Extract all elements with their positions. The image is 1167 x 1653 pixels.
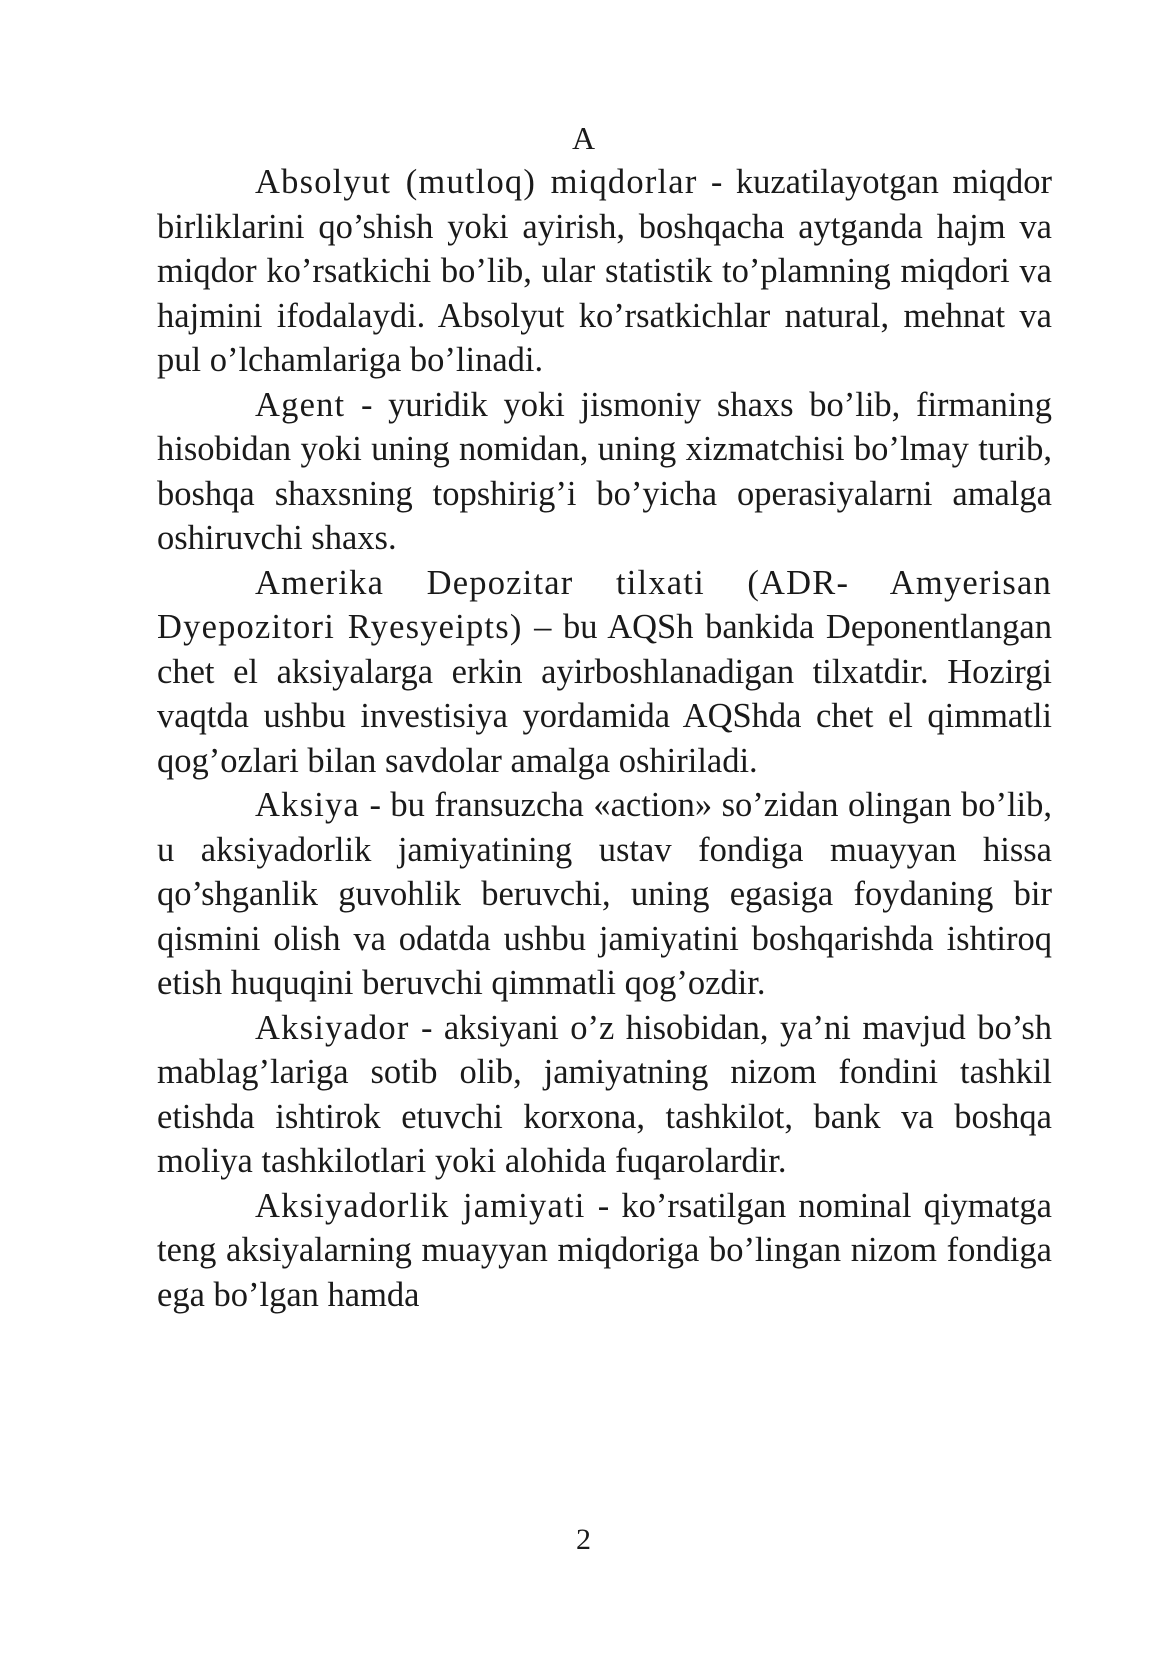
entry-definition: - ko’rsatilgan nominal qiymatga teng aksiyalarning muayyan miqdoriga bo’lingan nizom fondiga ega bo’lgan hamda — [157, 1186, 1052, 1314]
entry-definition: - aksiyani o’z hisobidan, ya’ni mavjud bo’sh mablag’lariga sotib olib, jamiyatning nizom fondini tashkil etishda ishtirok etuvchi korxona, tashkilot, bank va boshqa moliya tashkilotlari yoki alohida fuqarolardir. — [157, 1008, 1052, 1180]
entry-term: Amerika Depozitar tilxati (ADR- Amyerisan Dyepozitori Ryesyeipts) — [157, 563, 1052, 646]
entry-definition: - kuzatilayotgan miqdor birliklarini qo’shish yoki ayirish, boshqacha aytganda hajm va miqdor ko’rsatkichi bo’lib, ular statistik to’plamning miqdori va hajmini ifodalaydi. Absolyut ko’rsatkichlar natural, mehnat va pul o’lchamlariga bo’linadi. — [157, 163, 1052, 379]
glossary-entry — [157, 561, 1052, 784]
glossary-entry — [157, 160, 1052, 383]
glossary-entry — [157, 783, 1052, 1006]
entry-term: Aksiyador — [255, 1008, 410, 1047]
entry-definition: – bu AQSh bankida Deponentlangan chet el aksiyalarga erkin ayirboshlanadigan tilxatdir. Hozirgi vaqtda ushbu investisiya yordamida AQShda chet el qimmatli qog’ozlari bilan savdolar amalga oshiriladi. — [157, 608, 1052, 780]
glossary-entry — [157, 1184, 1052, 1318]
entry-definition: - yuridik yoki jismoniy shaxs bo’lib, firmaning hisobidan yoki uning nomidan, uning xizmatchisi bo’lmay turib, boshqa shaxsning topshirig’i bo’yicha operasiyalarni amalga oshiruvchi shaxs. — [157, 385, 1052, 557]
entry-term: Absolyut (mutloq) miqdorlar — [255, 163, 698, 201]
glossary-entries — [157, 160, 1052, 1317]
glossary-entry — [157, 383, 1052, 561]
section-letter-heading: A — [571, 120, 596, 156]
entry-term: Aksiya — [255, 786, 360, 824]
entry-term: Agent — [255, 385, 346, 424]
entry-term: Aksiyadorlik jamiyati — [255, 1186, 586, 1225]
page-number: 2 — [576, 1523, 591, 1556]
glossary-entry — [157, 1006, 1052, 1184]
entry-definition: - bu fransuzcha «action» so’zidan olingan bo’lib, u aksiyadorlik jamiyatining ustav fondiga muayyan hissa qo’shganlik guvohlik beruvchi, uning egasiga foydaning bir qismini olish va odatda ushbu jamiyatini boshqarishda ishtiroq etish huquqini beruvchi qimmatli qog’ozdir. — [157, 786, 1052, 1002]
